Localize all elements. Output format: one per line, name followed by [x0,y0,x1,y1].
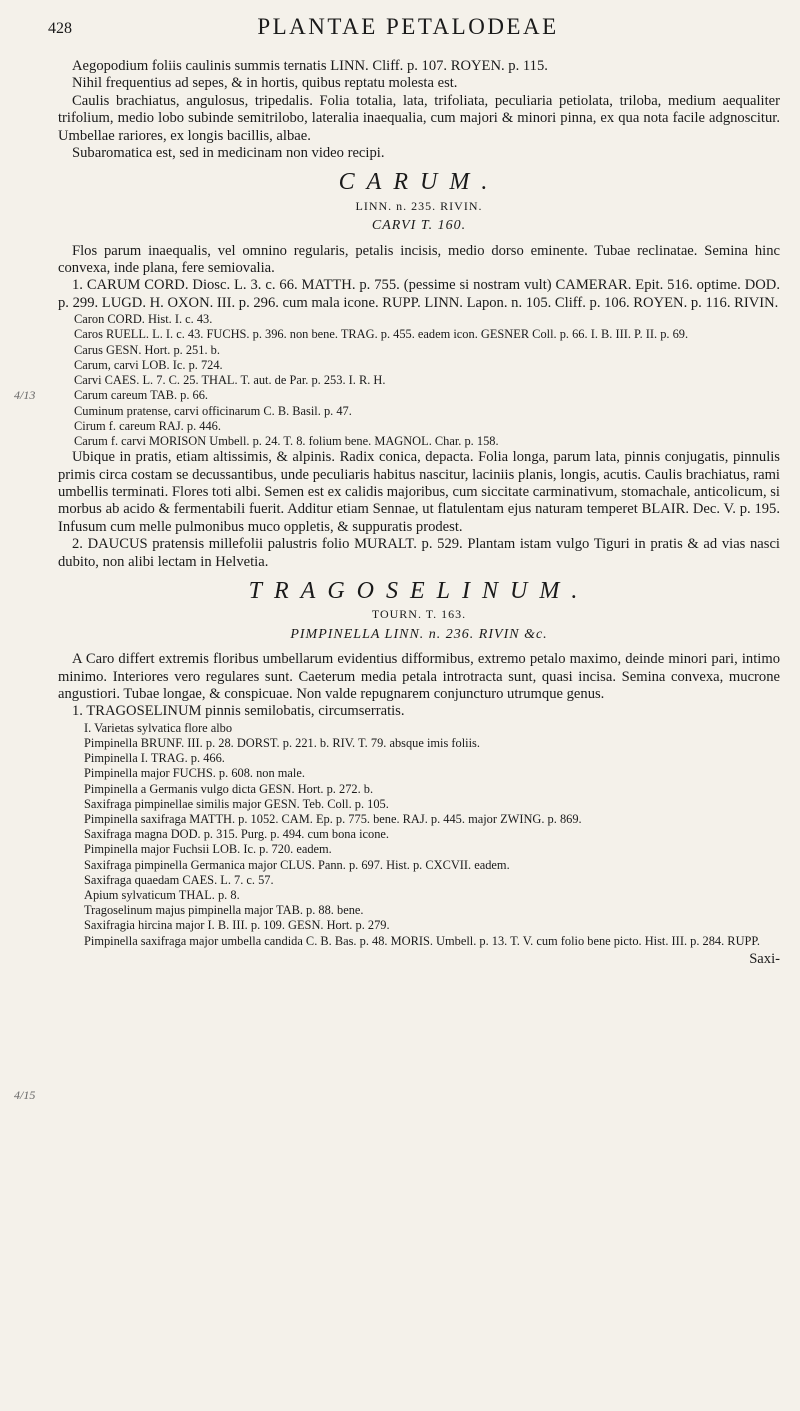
synonym-entry: I. Varietas sylvatica flore albo [84,720,233,735]
species-heading: 1. TRAGOSELINUM pinnis semilobatis, circumserratis. [72,703,405,720]
synonym-entry: Carvi CAES. L. 7. C. 25. THAL. T. aut. de Par. p. 253. I. R. H. [74,373,386,388]
intro-line: Nihil frequentius ad sepes, & in hortis, quibus reptatu molesta est. [72,75,458,92]
synonym-entry: Saxifraga pimpinellae similis major GESN. Teb. Coll. p. 105. [84,796,389,811]
genus-authors: LINN. n. 235. RIVIN. [355,198,483,213]
genus-synonym: CARVI T. 160. [371,218,467,234]
intro-description: Caulis brachiatus, angulosus, tripedalis. Folia totalia, lata, trifoliata, peculiaria petiolata, triloba, medium aequaliter trifolium, medio lobo subinde semitrilobo, lateralia inaequalia, cum majori & minori pinna, ex qua nota facile adgnoscitur. Umbellae rariores, ex longis bacillis, albae. [58,92,780,144]
synonym-entry: Cuminum pratense, carvi officinarum C. B. Basil. p. 47. [74,403,352,418]
synonym-entry: Caron CORD. Hist. I. c. 43. [74,312,213,327]
genus-synonym: PIMPINELLA LINN. n. 236. RIVIN &c. [290,626,548,642]
margin-note: 4/15 [14,1088,36,1102]
running-title: PLANTAE PETALODEAE [257,14,559,39]
page-number: 428 [48,20,72,37]
synonym-entry: Tragoselinum majus pimpinella major TAB. p. 88. bene. [84,903,364,918]
genus-heading-carum: CARUM. [338,169,500,196]
genus-description: A Caro differt extremis floribus umbellarum evidentius difformibus, extremo petalo maximo, deinde minori pari, intimo minimo. Interiores vero regulares sunt. Caeterum media petala introtracta sunt, quasi incisa. Semina convexa, mucrone angustiori. Tubae longae, & conspicuae. Non valde repugnarem conjuncturo utrumque genus. [58,651,780,702]
synonym-entry: Pimpinella a Germanis vulgo dicta GESN. Hort. p. 272. b. [84,781,374,796]
synonym-entry: Apium sylvaticum THAL. p. 8. [84,888,240,903]
synonym-entry: Pimpinella BRUNF. III. p. 28. DORST. p. 221. b. RIV. T. 79. absque imis foliis. [84,736,480,750]
synonym-entry: Saxifragia hircina major I. B. III. p. 109. GESN. Hort. p. 279. [84,918,390,933]
synonym-entry: Cirum f. careum RAJ. p. 446. [74,418,221,433]
synonym-entry: Saxifraga pimpinella Germanica major CLUS. Pann. p. 697. Hist. p. CXCVII. eadem. [84,857,510,872]
synonym-entry: Saxifraga magna DOD. p. 315. Purg. p. 494. cum bona icone. [84,827,390,842]
synonym-entry: Caros RUELL. L. I. c. 43. FUCHS. p. 396. non bene. TRAG. p. 455. eadem icon. GESNER Coll. p. 66. I. B. III. P. II. p. 69. [74,327,689,342]
intro-heading: Aegopodium foliis caulinis summis ternatis LINN. Cliff. p. 107. ROYEN. p. 115. [72,58,548,74]
genus-heading-tragoselinum: TRAGOSELINUM. [248,577,590,604]
text-column [58,58,780,968]
synonym-entry: Pimpinella I. TRAG. p. 466. [84,751,225,766]
intro-note: Subaromatica est, sed in medicinam non video recipi. [72,145,385,162]
synonym-list [84,721,780,949]
synonym-entry: Pimpinella saxifraga MATTH. p. 1052. CAM. Ep. p. 775. bene. RAJ. p. 445. major ZWING. p. 869. [84,812,582,827]
genus-description: Flos parum inaequalis, vel omnino regularis, petalis incisis, medio dorso eminente. Tubae reclinatae. Semina hinc convexa, inde plana, fere semiovalia. [58,242,780,277]
species-heading: 1. CARUM CORD. Diosc. L. 3. c. 66. MATTH. p. 755. (pessime si nostram vult) CAMERAR. Epit. 516. optime. DOD. p. 299. LUGD. H. OXON. III. p. 296. cum mala icone. RUPP. LINN. Lapon. n. 105. Cliff. p. 106. ROYEN. p. 116. RIVIN. [58,277,780,311]
margin-note: 4/13 [14,388,36,402]
page-header [48,14,768,44]
synonym-entry: Saxifraga quaedam CAES. L. 7. c. 57. [84,872,274,887]
synonym-entry: Carum, carvi LOB. Ic. p. 724. [74,357,223,372]
genus-authors: TOURN. T. 163. [371,607,467,622]
catchword: Saxi- [749,950,780,967]
species-body: Ubique in pratis, etiam altissimis, & alpinis. Radix conica, depacta. Folia longa, parum lata, pinnis conjugatis, pinnulis primis circa costam se decussantibus, unde peculiaris habitus nascitur, laciniis planis, longis, acutis. Caulis brachiatus, rami umbellis terminati. Flores toti albi. Semen est ex calidis majoribus, cum siccitate carminativum, stomachale, anticolicum, si morbus ab acido & fermentabili fuerit. Additur etiam Sennae, ut flatulentam ejus naturam temperet BLAIR. Dec. V. p. 195. Infusum cum melle pulmonibus muco oppletis, & suppuratis prodest. [58,449,780,535]
synonym-list [74,312,780,449]
synonym-entry: Carum careum TAB. p. 66. [74,388,209,403]
synonym-entry: Pimpinella major FUCHS. p. 608. non male. [84,766,305,781]
synonym-entry: Carum f. carvi MORISON Umbell. p. 24. T. 8. folium bene. MAGNOL. Char. p. 158. [74,433,499,448]
synonym-entry: Pimpinella major Fuchsii LOB. Ic. p. 720. eadem. [84,842,332,857]
daucus-entry: 2. DAUCUS pratensis millefolii palustris folio MURALT. p. 529. Plantam istam vulgo Tiguri in pratis & ad vias nasci dubito, non alibi lectam in Helvetia. [58,536,780,570]
synonym-entry: Carus GESN. Hort. p. 251. b. [74,342,220,357]
synonym-entry: Pimpinella saxifraga major umbella candida C. B. Bas. p. 48. MORIS. Umbell. p. 13. T. V. cum folio bene picto. Hist. III. p. 284. RUPP. [84,933,761,948]
